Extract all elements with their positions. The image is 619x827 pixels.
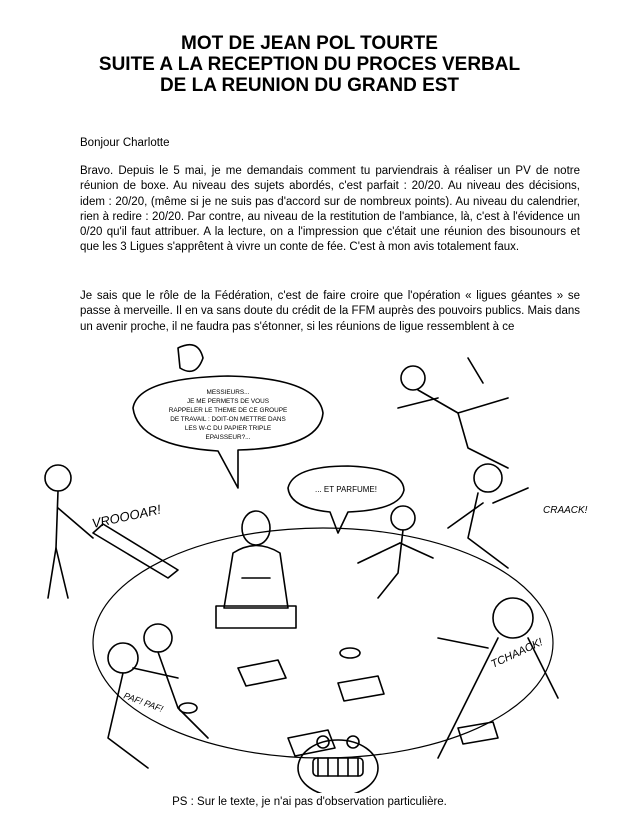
cartoon-illustration <box>38 338 590 793</box>
sfx-tchaack: TCHAACK! <box>489 636 545 671</box>
document-title <box>0 33 619 96</box>
paper-sheet <box>238 660 286 686</box>
title-line-2: SUITE A LA RECEPTION DU PROCES VERBAL <box>98 54 521 75</box>
arguing-figure <box>358 506 433 598</box>
speech1-line-3: RAPPELER LE THEME DE CE GROUPE <box>168 407 288 414</box>
paragraph-1: Bravo. Depuis le 5 mai, je me demandais comment tu parviendrais à réaliser un PV de notre réunion de boxe. Au niveau des sujets abordés, c'est parfait : 20/20. Au niveau des décisions, idem : 20/20, (même si je ne suis pas d'accord sur de nombreux points). Au niveau du calendrier, rien à redire : 20/20. Par contre, au niveau de la restitution de l'ambiance, là, c'est à l'évidence un 0/20 qu'il faut attribuer. A la lecture, on a l'impression que c'était une réunion des bisounours et que les 3 Ligues s'apprêtent à vivre un conte de fée. C'est à mon avis totalement faux. <box>80 165 580 254</box>
postscript: PS : Sur le texte, je n'ai pas d'observation particulière. <box>172 796 447 808</box>
flying-shoe <box>178 345 203 372</box>
sitting-figure-right <box>448 464 528 568</box>
paper-sheet <box>458 722 498 744</box>
paragraph-2: Je sais que le rôle de la Fédération, c'est de faire croire que l'opération « ligues géantes » se passe à merveille. Il en va sans doute du crédit de la FFM auprès des pouvoirs publics. Mais dans un avenir proche, il ne faudra pas s'étonner, si les réunions de ligue ressemblent à ce <box>80 290 580 333</box>
speech2-text: ... ET PARFUME! <box>315 485 377 494</box>
chairman-figure <box>216 511 296 628</box>
speech1-line-6: EPAISSEUR?... <box>205 434 251 441</box>
sfx-paf: PAF! PAF! <box>122 690 165 714</box>
sfx-vroar: VROOOAR! <box>90 501 163 531</box>
screaming-face <box>298 736 378 793</box>
greeting: Bonjour Charlotte <box>80 137 170 149</box>
speech1-line-1: MESSIEURS... <box>206 389 250 396</box>
sfx-craack: CRAACK! <box>543 505 588 516</box>
speech1-line-5: LES W-C DU PAPIER TRIPLE <box>184 425 272 432</box>
shouting-figure <box>438 598 558 758</box>
chainsaw-figure <box>45 465 178 598</box>
speech1-line-4: DE TRAVAIL : DOIT-ON METTRE DANS <box>170 416 286 423</box>
speech1-line-2: JE ME PERMETS DE VOUS <box>186 398 270 405</box>
title-line-1: MOT DE JEAN POL TOURTE <box>181 33 438 54</box>
title-line-3: DE LA REUNION DU GRAND EST <box>159 75 460 96</box>
paper-sheet <box>288 730 335 756</box>
speech-bubble-2 <box>288 466 404 533</box>
paper-sheet <box>338 676 384 701</box>
ashtray <box>340 648 360 658</box>
flying-figure <box>398 358 508 468</box>
